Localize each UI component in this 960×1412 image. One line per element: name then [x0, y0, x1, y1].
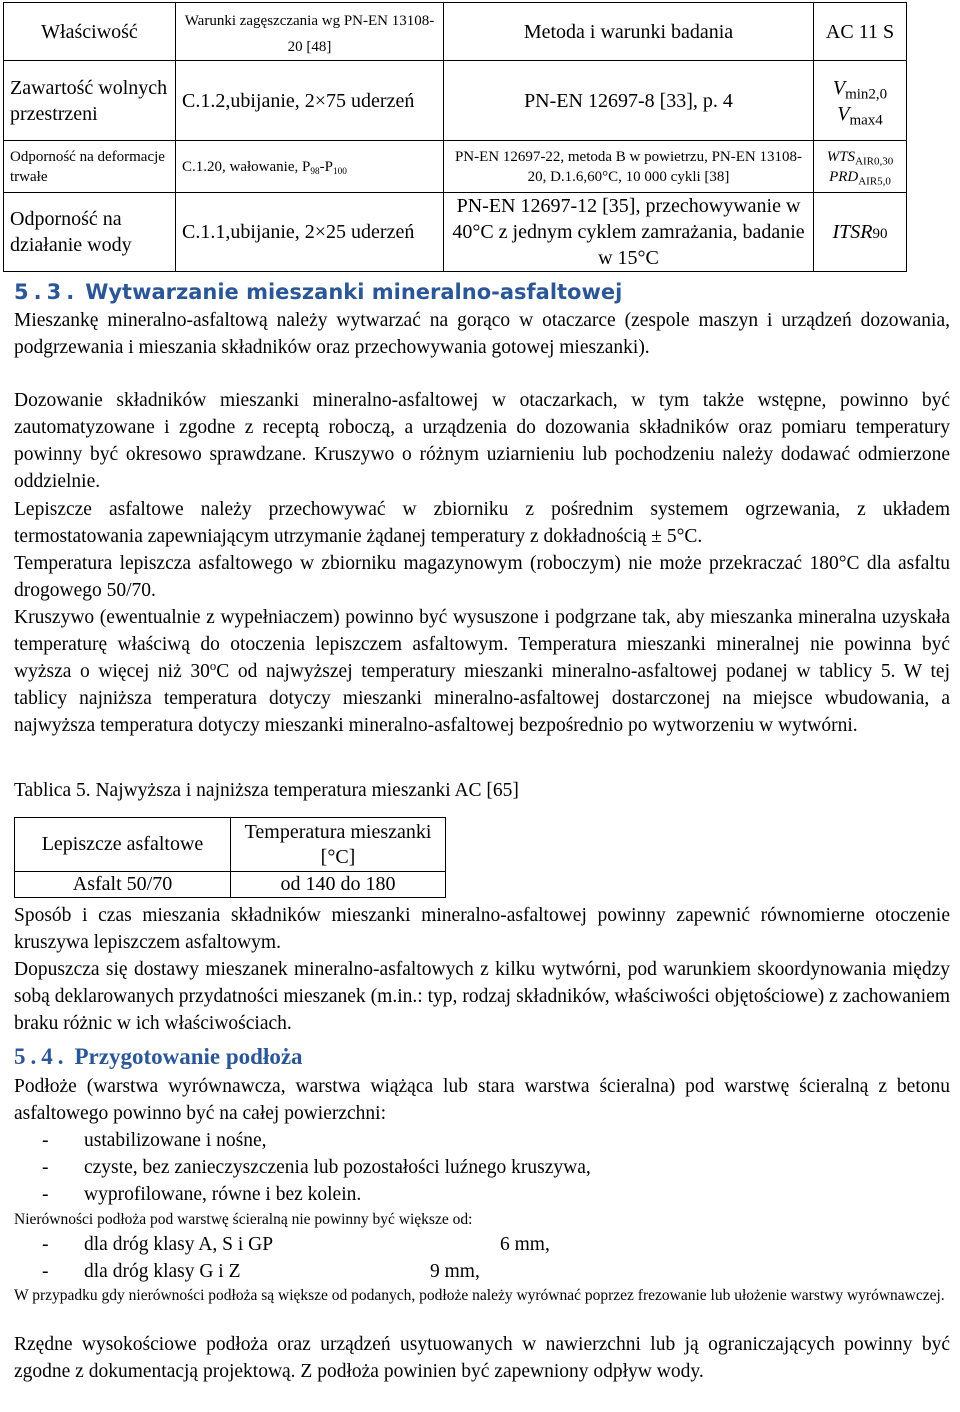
row2-method: PN-EN 12697-22, metoda B w powietrzu, PN-EN 13108-20, D.1.6,60°C, 10 000 cykli [38] [444, 141, 814, 193]
row3-value: ITSR90 [814, 193, 907, 272]
table-row [4, 61, 907, 141]
paragraph: Podłoże (warstwa wyrównawcza, warstwa wiążąca lub stara warstwa ścieralna) pod warstwę ścieralną z betonu asfaltowego powinno być na całej powierzchni: [14, 1076, 950, 1124]
header-conditions: Warunki zagęszczania wg PN-EN 13108-20 [48] [176, 3, 444, 61]
row3-property: Odporność na działanie wody [4, 193, 176, 272]
paragraph: Lepiszcze asfaltowe należy przechowywać w zbiorniku z pośrednim systemem ogrzewania, z układem termostatowania zapewniającym utrzymanie żądanej temperatury z dokładnością ± 5°C. [14, 499, 950, 547]
table-header-row [4, 3, 907, 61]
temperature-header: Temperatura mieszanki [°C] [231, 818, 446, 872]
row1-value: $V_{min2,0}$ $V_{max4}$ [814, 61, 907, 141]
table-row [15, 872, 446, 898]
table-header-row [15, 818, 446, 872]
row2-property: Odporność na deformacje trwałe [4, 141, 176, 193]
paragraph: Temperatura lepiszcza asfaltowego w zbiorniku magazynowym (roboczym) nie może przekraczać 180°C dla asfaltu drogowego 50/70. [14, 553, 950, 601]
binder-header: Lepiszcze asfaltowe [15, 818, 231, 872]
row3-conditions: C.1.1,ubijanie, 2×25 uderzeń [176, 193, 444, 272]
tolerance-value: 9 mm, [430, 1261, 480, 1282]
header-property: Właściwość [4, 3, 176, 61]
paragraph: Dopuszcza się dostawy mieszanek mineralno-asfaltowych z kilku wytwórni, pod warunkiem skoordynowania między sobą deklarowanych przydatności mieszanek (m.in.: typ, rodzaj składników, właściwości objętościowe) z zachowaniem braku różnic w ich właściwościach. [14, 959, 950, 1034]
paragraph: Rzędne wysokościowe podłoża oraz urządzeń usytuowanych w nawierzchni lub ją ograniczających powinny być zgodne z dokumentacją projektową. Z podłoża powinien być zapewniony odpływ wody. [14, 1334, 950, 1382]
temperature-range-cell: od 140 do 180 [231, 872, 446, 898]
row2-value: $WTS_{AIR0,30}$ $PRD_{AIR5,0}$ [814, 141, 907, 193]
tolerance-value: 6 mm, [500, 1234, 550, 1255]
row1-property: Zawartość wolnych przestrzeni [4, 61, 176, 141]
table-row [4, 141, 907, 193]
header-ac11s: AC 11 S [814, 3, 907, 61]
paragraph: W przypadku gdy nierówności podłoża są większe od podanych, podłoże należy wyrównać poprzez frezowanie lub ułożenie warstwy wyrównawczej. [14, 1287, 945, 1304]
row1-conditions: C.1.2,ubijanie, 2×75 uderzeń [176, 61, 444, 141]
document-page: Właściwość Warunki zagęszczania wg PN-EN 13108-20 [48] Metoda i warunki badania AC 11 S Zawartość wolnych przestrzeni C.1.2,ubijanie, 2×75 uderzeń PN-EN 12697-8 [33], p. 4 $V_{min2,0}$ $V_{max4}$ Odporność na deformacje trwałe C.1.20, wałowanie, $P_{98}-P_{100}$ PN-EN 12697-22, metoda B w powietrzu, PN-EN 13108-20, D.1.6,60°C, 10 000 cykli [38] $WTS_{AIR0,30}$ $PRD_{AIR5,0}$ Odporność na działanie wody C.1.1,ubijanie, 2×25 uderzeń PN-EN 12697-12 [35], przechowywanie w 40°C z jednym cyklem zamrażania, badanie w 15°C ITSR90 5.3. Wytwarzanie mieszanki mineralno-asfaltowej Mieszankę mineralno-asfaltową należy wytwarzać na gorąco w otaczarce (zespole maszyn i urządzeń dozowania, podgrzewania i mieszania składników oraz przechowywania gotowej mieszanki). Dozowanie składników mieszanki mineralno-asfaltowej w otaczarkach, w tym także wstępne, powinno być zautomatyzowane i zgodne z receptą roboczą, a urządzenia do dozowania składników oraz pomiaru temperatury powinny być okresowo sprawdzane. Kruszywo o różnym uziarnieniu lub pochodzeniu należy dodawać odmierzone oddzielnie. Lepiszcze asfaltowe należy przechowywać w zbiorniku z pośrednim systemem ogrzewania, z układem termostatowania zapewniającym utrzymanie żądanej temperatury z dokładnością ± 5°C. Temperatura lepiszcza asfaltowego w zbiorniku magazynowym (roboczym) nie może przekraczać 180°C dla asfaltu drogowego 50/70. Kruszywo (ewentualnie z wypełniaczem) powinno być wysuszone i podgrzane tak, aby mieszanka mineralna uzyskała temperaturę właściwą do otoczenia lepiszczem asfaltowym. Temperatura mieszanki mineralnej nie powinna być wyższa o więcej niż 30$^o$C od najwyższej temperatury mieszanki mineralno-asfaltowej podanej w tablicy 5. W tej tablicy najniższa temperatura dotyczy mieszanki mineralno-asfaltowej dostarczonej na miejsce wbudowania, a najwyższa temperatura dotyczy mieszanki mineralno-asfaltowej bezpośrednio po wytworzeniu w wytwórni. Tablica 5. Najwyższa i najniższa temperatura mieszanki AC [65] Lepiszcze asfaltowe Temperatura mieszanki [°C] Asfalt 50/70 od 140 do 180 Sposób i czas mieszania składników mieszanki mineralno-asfaltowej powinny zapewnić równomierne otoczenie kruszywa lepiszczem asfaltowym. Dopuszcza się dostawy mieszanek mineralno-asfaltowych z kilku wytwórni, pod warunkiem skoordynowania między sobą deklarowanych przydatności mieszanek (m.in.: typ, rodzaj składników, właściwości objętościowe) z zachowaniem braku różnic w ich właściwościach. 5.4. Przygotowanie podłoża Podłoże (warstwa wyrównawcza, warstwa wiążąca lub stara warstwa ścieralna) pod warstwę ścieralną z betonu asfaltowego powinno być na całej powierzchni: - ustabilizowane i nośne, - czyste, bez zanieczyszczenia lub pozostałości luźnego kruszywa, - wyprofilowane, równe i bez kolein. Nierówności podłoża pod warstwę ścieralną nie powinny być większe od: - dla dróg klasy A, S i GP 6 mm, - dla dróg klasy G i Z 9 mm, W przypadku gdy nierówności podłoża są większe od podanych, podłoże należy wyrównać poprzez frezowanie lub ułożenie warstwy wyrównawczej. Rzędne wysokościowe podłoża oraz urządzeń usytuowanych w nawierzchni lub ją ograniczających powinny być zgodne z dokumentacją projektową. Z podłoża powinien być zapewniony odpływ wody. [0, 0, 960, 1412]
row3-method: PN-EN 12697-12 [35], przechowywanie w 40°C z jednym cyklem zamrażania, badanie w 15°C [444, 193, 814, 272]
section-heading-5-4: 5.4. Przygotowanie podłoża [14, 1044, 303, 1069]
header-method: Metoda i warunki badania [444, 3, 814, 61]
table-row [4, 193, 907, 272]
row1-method: PN-EN 12697-8 [33], p. 4 [444, 61, 814, 141]
paragraph: Kruszywo (ewentualnie z wypełniaczem) powinno być wysuszone i podgrzane tak, aby mieszanka mineralna uzyskała temperaturę właściwą do otoczenia lepiszczem asfaltowym. Temperatura mieszanki mineralnej nie powinna być wyższa o więcej niż 30$^o$C od najwyższej temperatury mieszanki mineralno-asfaltowej podanej w tablicy 5. W tej tablicy najniższa temperatura dotyczy mieszanki mineralno-asfaltowej dostarczonej na miejsce wbudowania, a najwyższa temperatura dotyczy mieszanki mineralno-asfaltowej bezpośrednio po wytworzeniu w wytwórni. [14, 607, 950, 736]
temperature-table [14, 817, 446, 898]
section-heading-5-3: 5.3. Wytwarzanie mieszanki mineralno-asfaltowej [14, 280, 623, 304]
binder-cell: Asfalt 50/70 [15, 872, 231, 898]
paragraph: Mieszankę mineralno-asfaltową należy wytwarzać na gorąco w otaczarce (zespole maszyn i urządzeń dozowania, podgrzewania i mieszania składników oraz przechowywania gotowej mieszanki). [14, 310, 950, 358]
paragraph: Dozowanie składników mieszanki mineralno-asfaltowej w otaczarkach, w tym także wstępne, powinno być zautomatyzowane i zgodne z receptą roboczą, a urządzenia do dozowania składników oraz pomiaru temperatury powinny być okresowo sprawdzane. Kruszywo o różnym uziarnieniu lub pochodzeniu należy dodawać odmierzone oddzielnie. [14, 390, 950, 492]
properties-table [3, 2, 907, 272]
paragraph: Nierówności podłoża pod warstwę ścieralną nie powinny być większe od: [14, 1211, 473, 1228]
row2-conditions: C.1.20, wałowanie, $P_{98}-P_{100}$ [176, 141, 444, 193]
table-caption: Tablica 5. Najwyższa i najniższa temperatura mieszanki AC [65] [14, 780, 519, 801]
paragraph: Sposób i czas mieszania składników mieszanki mineralno-asfaltowej powinny zapewnić równomierne otoczenie kruszywa lepiszczem asfaltowym. [14, 905, 950, 953]
